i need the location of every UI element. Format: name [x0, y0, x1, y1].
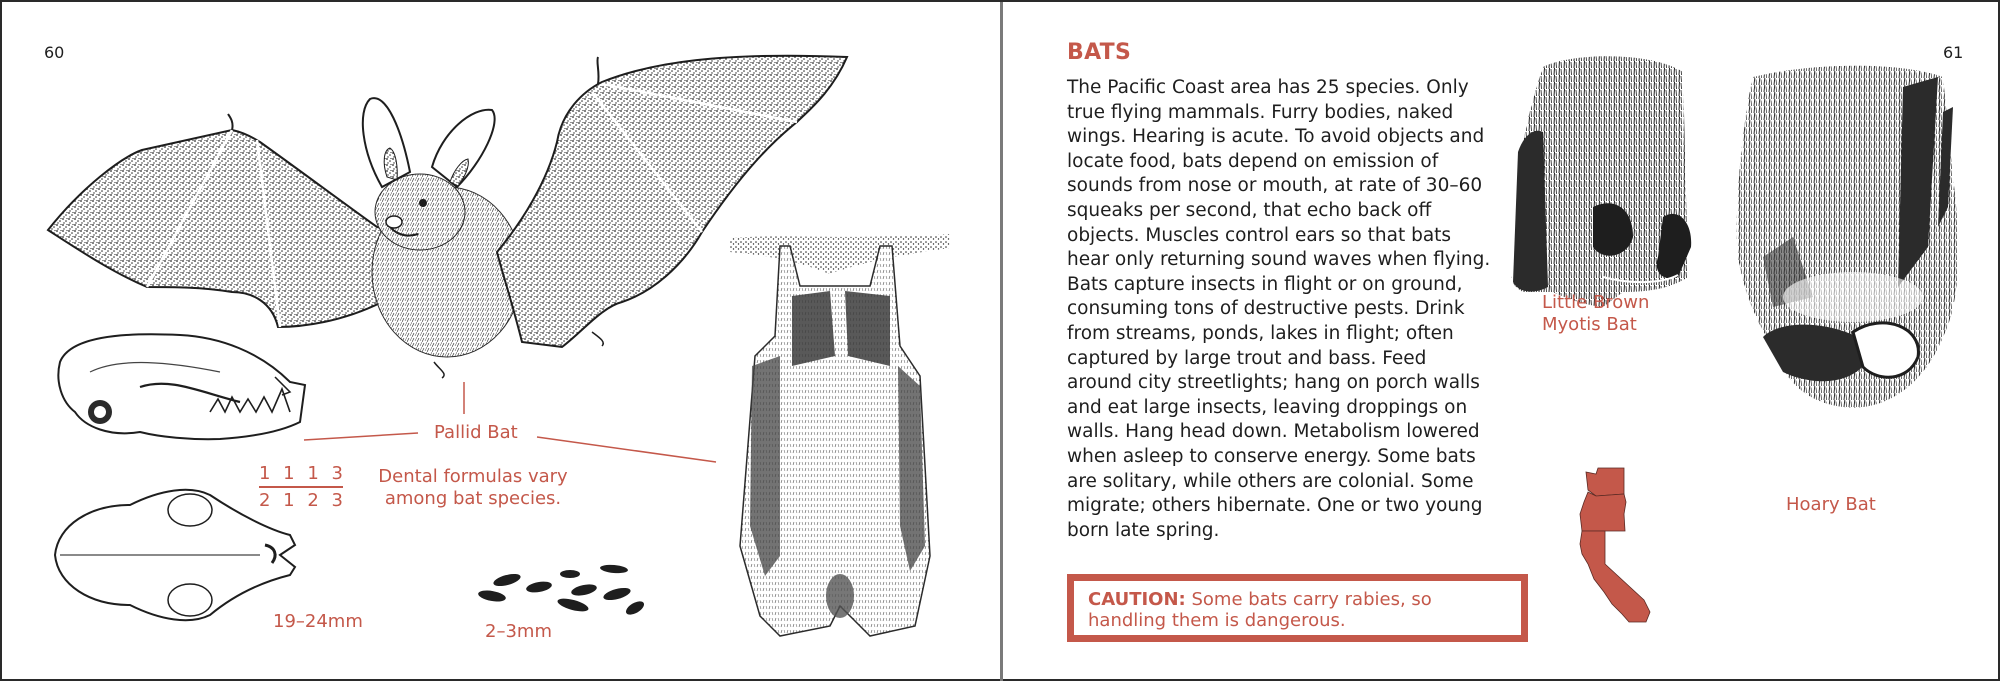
species-label-little-brown-myotis — [1542, 292, 1649, 336]
lower-molars: 3 — [331, 490, 343, 511]
left-page — [2, 2, 1000, 681]
caution-box — [1067, 574, 1528, 642]
body-paragraph: The Pacific Coast area has 25 species. Only true flying mammals. Furry bodies, naked wings. Hearing is acute. To avoid objects and locate food, bats depend on emission of sounds from nose or mouth, at rate of 30–60 squeaks per second, that echo back off objects. Muscles control ears so that bats hear only returning sound waves when flying. Bats capture insects in flight or on ground, consuming tons of destructive pests. Drink from streams, ponds, lakes in flight; often captured by large trout and bass. Feed around city streetlights; hang on porch walls and eat large insects, leaving droppings on walls. Hang head down. Metabolism lowered when asleep to conserve energy. Some bats are solitary, while others are colonial. Some migrate; others hibernate. One or two young born late spring. — [1067, 77, 1491, 541]
skull-size-label: 19–24mm — [273, 611, 363, 632]
dental-formula-divider — [259, 486, 343, 488]
little-brown-myotis-illustration — [1503, 47, 1703, 327]
lower-premolars: 2 — [307, 490, 319, 511]
lower-canines: 1 — [283, 490, 295, 511]
right-page — [1003, 2, 2000, 681]
upper-premolars: 1 — [307, 463, 319, 484]
dental-formula-upper — [259, 463, 343, 485]
species-label-hoary-bat: Hoary Bat — [1786, 494, 1876, 515]
section-title: BATS — [1067, 40, 1132, 65]
species-label-line2: Myotis Bat — [1542, 314, 1637, 335]
dental-note-line1: Dental formulas vary — [378, 466, 568, 487]
pallid-bat-label: Pallid Bat — [434, 422, 518, 443]
page-number-right: 61 — [1943, 43, 1964, 62]
page-number-left: 60 — [44, 43, 65, 62]
hoary-bat-illustration — [1703, 57, 1973, 437]
upper-canines: 1 — [283, 463, 295, 484]
droppings-size-label: 2–3mm — [485, 621, 552, 642]
caution-text: Some bats carry rabies, so handling them is dangerous. — [1088, 589, 1432, 631]
upper-incisors: 1 — [259, 463, 271, 484]
dental-formula-lower — [259, 490, 343, 512]
dental-note — [378, 466, 568, 510]
upper-molars: 3 — [331, 463, 343, 484]
dental-note-line2: among bat species. — [384, 488, 562, 509]
caution-label: CAUTION: — [1088, 589, 1186, 610]
species-label-line1: Little Brown — [1542, 292, 1650, 313]
range-map-pacific-coast — [1574, 464, 1664, 634]
label-leader-lines — [2, 2, 1002, 681]
lower-incisors: 2 — [259, 490, 271, 511]
dental-formula — [259, 463, 343, 512]
